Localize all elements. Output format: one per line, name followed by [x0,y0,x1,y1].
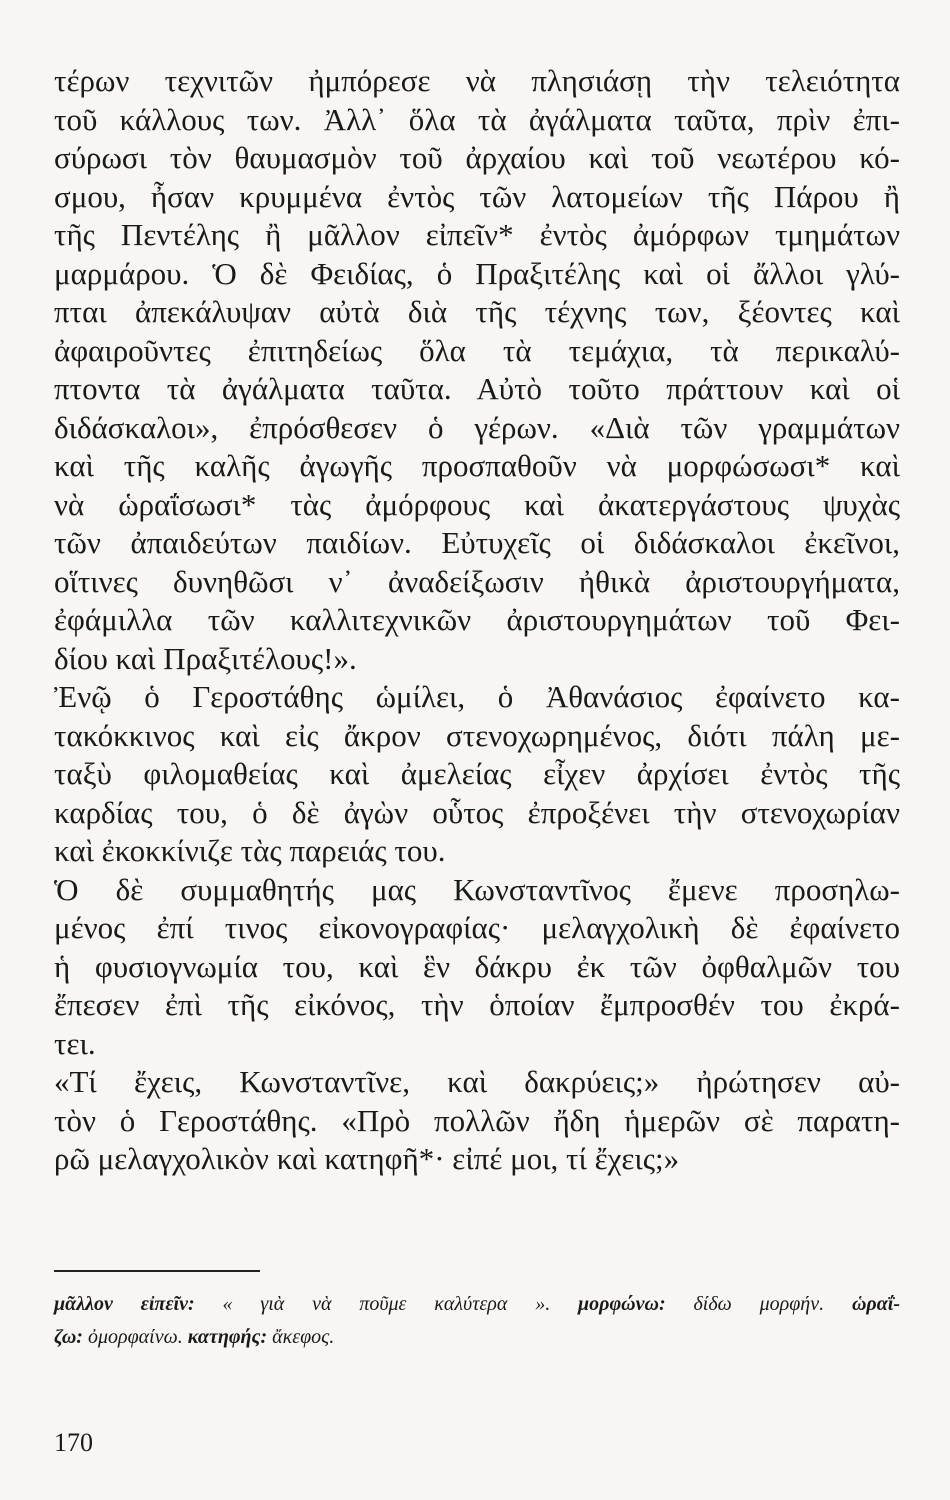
text-line: ρῶ μελαγχολικὸν καὶ κατηφῆ*· εἰπέ μοι, τί ἔχεις;» [54,1141,680,1176]
text-line: τῆς Πεντέλης ἢ μᾶλλον εἰπεῖν* ἐντὸς ἀμόρφων τμημάτων [54,217,900,252]
footnote-term: ζω: [54,1326,83,1348]
footnotes [54,1288,900,1354]
footnote-line [54,1288,900,1321]
text-line: οἵτινες δυνηθῶσι ν᾽ ἀναδείξωσιν ἠθικὰ ἀριστουργήματα, [54,563,900,599]
footnote-term: μᾶλλον εἰπεῖν: [54,1293,195,1315]
text-line: Ὁ δὲ συμμαθητής μας Κωνσταντῖνος ἔμενε προσηλω- [54,871,900,907]
text-line: τέρων τεχνιτῶν ἠμπόρεσε νὰ πλησιάσῃ τὴν τελειότητα [54,63,900,98]
footnote-definition: « γιὰ νὰ ποῦμε καλύτερα ». [222,1293,551,1315]
text-line: ἀφαιροῦντες ἐπιτηδείως ὅλα τὰ τεμάχια, τὰ περικαλύ- [54,332,900,368]
footnote-definition: ἄκεφος. [272,1326,335,1348]
text-line: καὶ ἐκοκκίνιζε τὰς παρειάς του. [54,833,446,868]
text-line: καὶ τῆς καλῆς ἀγωγῆς προσπαθοῦν νὰ μορφώσωσι* καὶ [54,448,900,483]
footnote-term: μορφώνω: [578,1293,666,1315]
text-line: πται ἀπεκάλυψαν αὐτὰ διὰ τῆς τέχνης των, ξέοντες καὶ [54,294,900,329]
footnote-line [54,1321,900,1354]
footnote-term: κατηφής: [187,1326,268,1348]
text-line: «Τί ἔχεις, Κωνσταντῖνε, καὶ δακρύεις;» ἠρώτησεν αὐ- [54,1064,900,1099]
footnote-term: ὡραΐ- [851,1293,900,1315]
text-line: τοῦ κάλλους των. Ἀλλ᾽ ὅλα τὰ ἀγάλματα ταῦτα, πρὶν ἐπι- [54,101,900,137]
text-line: τακόκκινος καὶ εἰς ἄκρον στενοχωρημένος, διότι πάλη με- [54,717,900,753]
text-line: νὰ ὡραΐσωσι* τὰς ἀμόρφους καὶ ἀκατεργάστους ψυχὰς [54,486,900,522]
text-line: δίου καὶ Πραξιτέλους!». [54,640,357,676]
text-line: μένος ἐπί τινος εἰκονογραφίας· μελαγχολικὴ δὲ ἐφαίνετο [54,910,900,945]
text-line: σύρωσι τὸν θαυμασμὸν τοῦ ἀρχαίου καὶ τοῦ νεωτέρου κό- [54,140,900,175]
text-line: ταξὺ φιλομαθείας καὶ ἀμελείας εἶχεν ἀρχίσει ἐντὸς τῆς [54,756,900,791]
body-text [54,62,900,1179]
text-line: καρδίας του, ὁ δὲ ἀγὼν οὗτος ἐπροξένει τὴν στενοχωρίαν [54,794,900,830]
text-line: μαρμάρου. Ὁ δὲ Φειδίας, ὁ Πραξιτέλης καὶ οἱ ἄλλοι γλύ- [54,255,900,291]
text-line: τὸν ὁ Γεροστάθης. «Πρὸ πολλῶν ἤδη ἡμερῶν σὲ παρατη- [54,1102,900,1138]
footnote-definition: δίδω μορφήν. [693,1293,825,1315]
text-line: ἐφάμιλλα τῶν καλλιτεχνικῶν ἀριστουργημάτων τοῦ Φει- [54,602,900,637]
text-line: πτοντα τὰ ἀγάλματα ταῦτα. Αὐτὸ τοῦτο πράττουν καὶ οἱ [54,371,900,406]
text-line: ἔπεσεν ἐπὶ τῆς εἰκόνος, τὴν ὁποίαν ἔμπροσθέν του ἐκρά- [54,987,900,1022]
text-line: Ἐνῷ ὁ Γεροστάθης ὡμίλει, ὁ Ἀθανάσιος ἐφαίνετο κα- [54,679,900,714]
footnote-divider [54,1270,260,1272]
text-line: διδάσκαλοι», ἐπρόσθεσεν ὁ γέρων. «Διὰ τῶν γραμμάτων [54,409,900,445]
page-number: 170 [54,1428,93,1457]
text-line: τῶν ἀπαιδεύτων παιδίων. Εὐτυχεῖς οἱ διδάσκαλοι ἐκεῖνοι, [54,525,900,560]
footnote-definition: ὀμορφαίνω. [87,1326,183,1348]
text-line: ἡ φυσιογνωμία του, καὶ ἓν δάκρυ ἐκ τῶν ὀφθαλμῶν του [54,948,900,984]
text-line: τει. [54,1025,96,1061]
text-line: σμου, ἦσαν κρυμμένα ἐντὸς τῶν λατομείων τῆς Πάρου ἢ [54,178,900,214]
